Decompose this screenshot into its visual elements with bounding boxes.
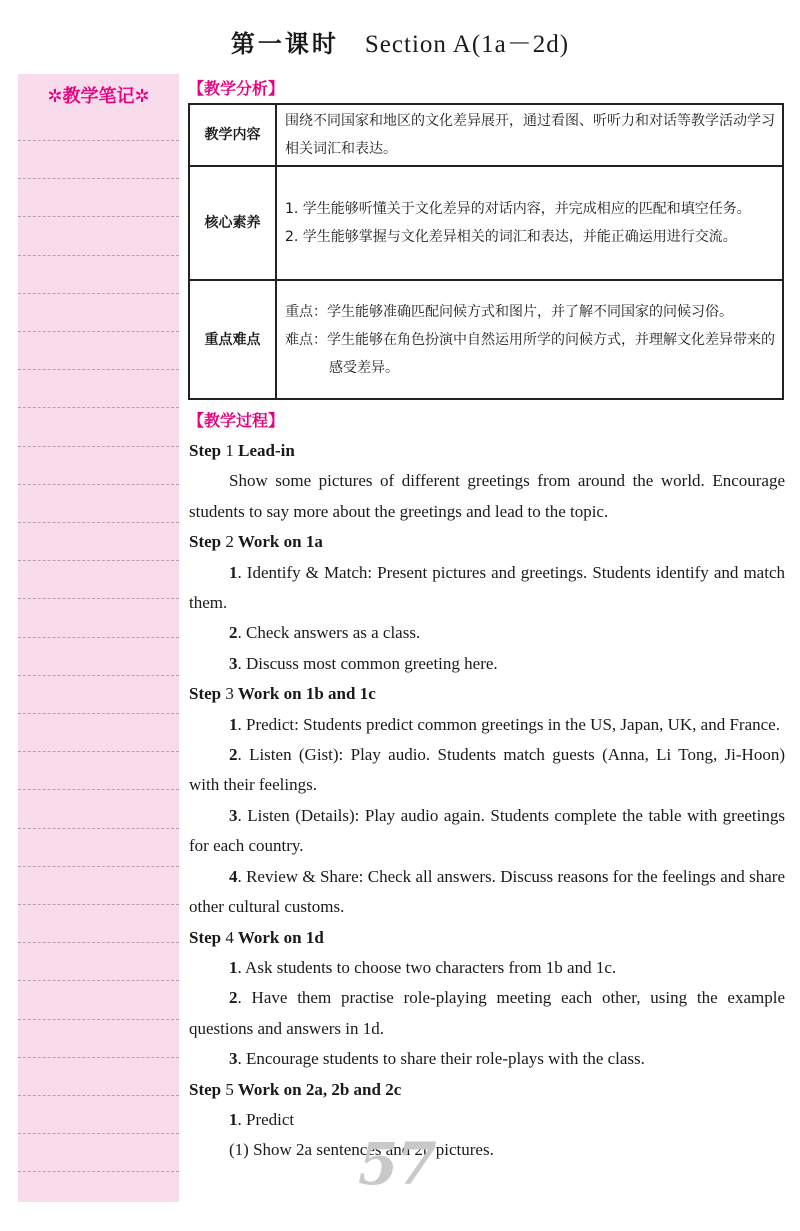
note-line <box>18 751 179 752</box>
note-line <box>18 178 179 179</box>
note-line <box>18 866 179 867</box>
row-line: 2. 学生能够掌握与文化差异相关的词汇和表达，并能正确运用进行交流。 <box>285 229 737 245</box>
note-line <box>18 675 179 676</box>
note-line <box>18 331 179 332</box>
note-line <box>18 140 179 141</box>
note-line <box>18 713 179 714</box>
row-value <box>276 166 783 280</box>
note-line <box>18 942 179 943</box>
lesson-label: 第一课时 <box>230 30 339 58</box>
step-text: Show some pictures of different greetings from around the world. Encourage students to say more about the greetings and lead to the topic. <box>189 471 785 521</box>
row-value <box>276 104 783 166</box>
process-heading: 【教学过程】 <box>188 411 285 430</box>
step-item: 3. Listen (Details): Play audio again. Students complete the table with greetings for each country. <box>189 805 785 856</box>
step-heading: Step 5 Work on 2a, 2b and 2c <box>189 1079 402 1099</box>
note-line <box>18 446 179 447</box>
table-row <box>189 280 783 399</box>
note-line <box>18 255 179 256</box>
row-line: 围绕不同国家和地区的文化差异展开，通过看图、听听力和对话等教学活动学习相关词汇和表达。 <box>285 113 775 157</box>
note-line <box>18 293 179 294</box>
step-item: 4. Review & Share: Check all answers. Discuss reasons for the feelings and share other cultural customs. <box>189 866 785 917</box>
step-item: 3. Encourage students to share their role-plays with the class. <box>229 1049 645 1069</box>
note-line <box>18 407 179 408</box>
note-line <box>18 484 179 485</box>
step-item: 2. Have them practise role-playing meeting each other, using the example questions and answers in 1d. <box>189 988 785 1038</box>
row-value <box>276 280 783 399</box>
table-row <box>189 166 783 280</box>
note-line <box>18 1133 179 1134</box>
note-line <box>18 828 179 829</box>
step-heading: Step 2 Work on 1a <box>189 532 323 552</box>
note-line <box>18 216 179 217</box>
note-line <box>18 1019 179 1020</box>
page-number: 57 <box>358 1130 435 1198</box>
step-heading: Step 4 Work on 1d <box>189 927 324 947</box>
note-line <box>18 789 179 790</box>
step-item: 2. Check answers as a class. <box>229 623 421 643</box>
note-line <box>18 560 179 561</box>
notes-column <box>18 74 179 1202</box>
step-heading: Step 3 Work on 1b and 1c <box>189 684 376 704</box>
notes-title: ✲教学笔记✲ <box>47 86 150 107</box>
step-item: 1. Predict <box>229 1109 295 1129</box>
row-line: 难点：学生能够在角色扮演中自然运用所学的问候方式，并理解文化差异带来的感受差异。 <box>285 331 775 376</box>
table-row <box>189 104 783 166</box>
step-item: 3. Discuss most common greeting here. <box>229 653 498 673</box>
note-line <box>18 637 179 638</box>
step-item: 1. Ask students to choose two characters from 1b and 1c. <box>229 957 617 977</box>
note-line <box>18 1095 179 1096</box>
page-title <box>0 24 800 60</box>
row-line: 1. 学生能够听懂关于文化差异的对话内容，并完成相应的匹配和填空任务。 <box>285 201 751 217</box>
note-line <box>18 598 179 599</box>
step-item: 1. Identify & Match: Present pictures and greetings. Students identify and match them. <box>189 562 785 613</box>
section-label: Section A(1a－2d) <box>364 31 570 58</box>
row-key: 教学内容 <box>189 104 276 166</box>
note-line <box>18 904 179 905</box>
row-key: 核心素养 <box>189 166 276 280</box>
note-line <box>18 369 179 370</box>
note-line <box>18 522 179 523</box>
step-heading: Step 1 Lead-in <box>189 441 295 460</box>
analysis-heading: 【教学分析】 <box>188 79 285 98</box>
step-item: 2. Listen (Gist): Play audio. Students match guests (Anna, Li Tong, Ji-Hoon) with their feelings. <box>189 745 785 795</box>
step-subitem: (1) Show 2a sentences and 2b pictures. <box>229 1140 494 1160</box>
note-line <box>18 1057 179 1058</box>
row-line: 重点：学生能够准确匹配问候方式和图片，并了解不同国家的问候习俗。 <box>285 303 733 320</box>
note-line <box>18 980 179 981</box>
analysis-table <box>188 103 784 400</box>
process-body <box>189 436 785 1166</box>
step-item: 1. Predict: Students predict common greetings in the US, Japan, UK, and France. <box>229 714 780 734</box>
row-key: 重点难点 <box>189 280 276 399</box>
note-line <box>18 1171 179 1172</box>
